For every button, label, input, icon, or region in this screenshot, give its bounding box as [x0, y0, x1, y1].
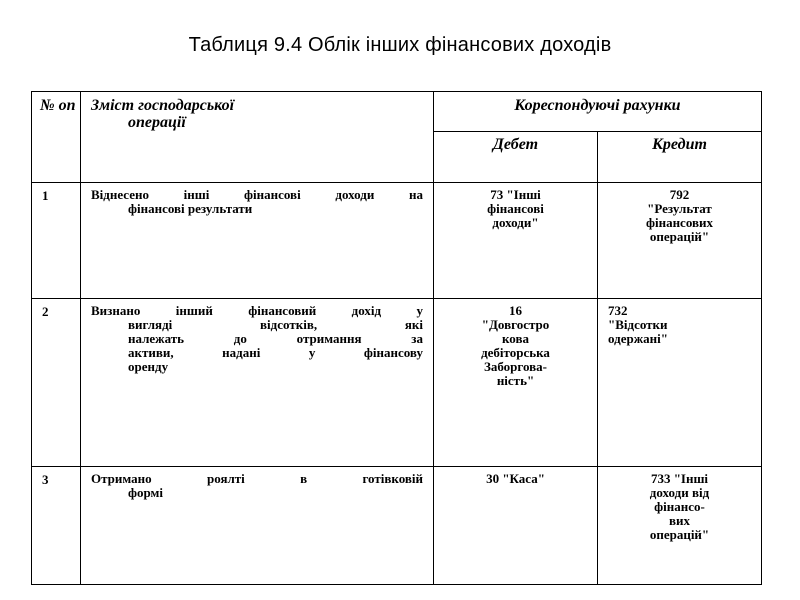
row-debit [434, 183, 598, 299]
row-credit-line: фінансо- [654, 499, 705, 514]
row-content-line: активи, надані у фінансову [128, 345, 423, 360]
row-debit-line: кова [501, 331, 529, 346]
row-debit [434, 467, 598, 585]
row-credit [598, 299, 762, 467]
row-debit-line: фінансові [487, 201, 544, 216]
row-content-line: Отримано роялті в готівковій [91, 471, 423, 486]
operations-table [31, 91, 762, 585]
row-content-line: Віднесено інші фінансові доходи на [91, 187, 423, 202]
row-credit-line: 792 [669, 187, 690, 202]
row-content [81, 467, 434, 585]
header-credit: Кредит [598, 132, 762, 183]
row-debit-line: Заборгова- [483, 359, 548, 374]
row-content-line: формі [128, 485, 163, 500]
row-credit-line: вих [668, 513, 690, 528]
row-content [81, 299, 434, 467]
row-debit-line: 16 [509, 303, 522, 318]
row-debit-line: ність" [496, 373, 535, 388]
row-credit-line: "Результат [647, 201, 712, 216]
header-number: № оп [32, 92, 81, 183]
row-credit-line: "Відсотки [608, 317, 668, 332]
row-credit-line: операцій" [649, 527, 710, 542]
row-number: 3 [32, 467, 81, 585]
row-debit-line: доходи" [492, 215, 539, 230]
header-content-line1: Зміст господарської [91, 97, 235, 114]
table-title: Таблиця 9.4 Облік інших фінансових доходів [188, 34, 612, 56]
header-correspondence: Кореспондуючі рахунки [434, 92, 762, 132]
row-credit-line: операцій" [649, 229, 710, 244]
row-debit-line: 30 "Каса" [486, 471, 545, 486]
row-credit-line: доходи від [649, 485, 710, 500]
row-content [81, 183, 434, 299]
table-row [32, 299, 762, 467]
row-number: 1 [32, 183, 81, 299]
row-debit-line: дебіторська [481, 345, 550, 360]
table-row [32, 183, 762, 299]
row-content-line: фінансові результати [128, 201, 253, 216]
header-content-line2: операції [128, 114, 186, 131]
row-credit-line: 732 [608, 303, 628, 318]
row-content-line: оренду [128, 359, 169, 374]
header-debit: Дебет [434, 132, 598, 183]
row-credit [598, 467, 762, 585]
header-content [81, 92, 434, 183]
row-debit [434, 299, 598, 467]
row-content-line: належать до отримання за [128, 331, 423, 346]
row-credit-line: одержані" [608, 331, 668, 346]
row-debit-line: "Довгостро [481, 317, 550, 332]
row-debit-line: 73 "Інші [490, 187, 541, 202]
row-content-line: вигляді відсотків, які [128, 317, 423, 332]
row-credit [598, 183, 762, 299]
row-content-line: Визнано інший фінансовий дохід у [91, 303, 423, 318]
row-credit-line: фінансових [645, 215, 714, 230]
table-row [32, 467, 762, 585]
row-number: 2 [32, 299, 81, 467]
row-credit-line: 733 "Інші [650, 471, 709, 486]
